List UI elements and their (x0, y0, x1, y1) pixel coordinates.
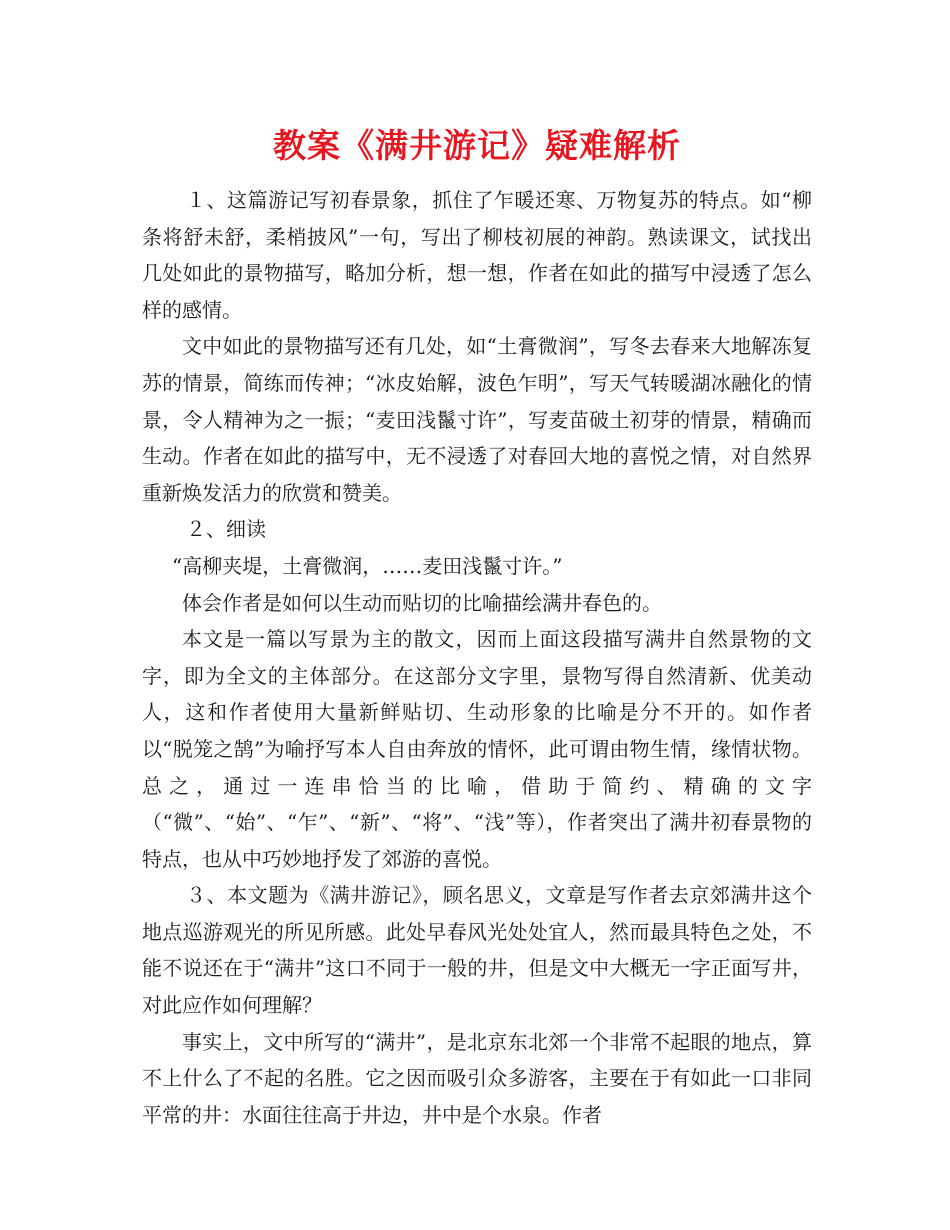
paragraph-question-2: ２、细读 (186, 517, 266, 542)
paragraph-question-3: ３、本文题为《满井游记》，顾名思义，文章是写作者去京郊满井这个地点巡游观光的所见所感。此处早春风光处处宜人，然而最具特色之处，不能不说还在于“满井”这口不同于一般的井，但是文中大概无一字正面写井，对此应作如何理解？ (142, 883, 812, 1018)
paragraph-answer-3: 事实上，文中所写的“满井”，是北京东北郊一个非常不起眼的地点，算不上什么了不起的名胜。它之因而吸引众多游客，主要在于有如此一口非同平常的井：水面往往高于井边，井中是个水泉。作者 (142, 1029, 812, 1127)
paragraph-quote: “高柳夹堤，土膏微润，……麦田浅鬣寸许。” (172, 553, 563, 578)
paragraph-answer-2: 本文是一篇以写景为主的散文，因而上面这段描写满井自然景物的文字，即为全文的主体部分。在这部分文字里，景物写得自然清新、优美动人，这和作者使用大量新鲜贴切、生动形象的比喻是分不开的。如作者以“脱笼之鹄”为喻抒写本人自由奔放的情怀，此可谓由物生情，缘情状物。总之，通过一连串恰当的比喻，借助于简约、精确的文字（“微”、“始”、“乍”、“新”、“将”、“浅”等），作者突出了满井初春景物的特点，也从中巧妙地抒发了郊游的喜悦。 (142, 627, 812, 871)
paragraph-instruction: 体会作者是如何以生动而贴切的比喻描绘满井春色的。 (182, 590, 662, 615)
paragraph-answer-1: 文中如此的景物描写还有几处，如“土膏微润”，写冬去春来大地解冻复苏的情景，简练而传神；“冰皮始解，波色乍明”，写天气转暖湖冰融化的情景，令人精神为之一振；“麦田浅鬣寸许”，写麦苗破土初芽的情景，精确而生动。作者在如此的描写中，无不浸透了对春回大地的喜悦之情，对自然界重新焕发活力的欣赏和赞美。 (142, 334, 812, 505)
document-title: 教案《满井游记》疑难解析 (273, 126, 681, 165)
document-page (142, 118, 812, 1133)
paragraph-question-1: １、这篇游记写初春景象，抓住了乍暖还寒、万物复苏的特点。如“柳条将舒未舒，柔梢披风”一句，写出了柳枝初展的神韵。熟读课文，试找出几处如此的景物描写，略加分析，想一想，作者在如此的描写中浸透了怎么样的感情。 (142, 188, 812, 322)
